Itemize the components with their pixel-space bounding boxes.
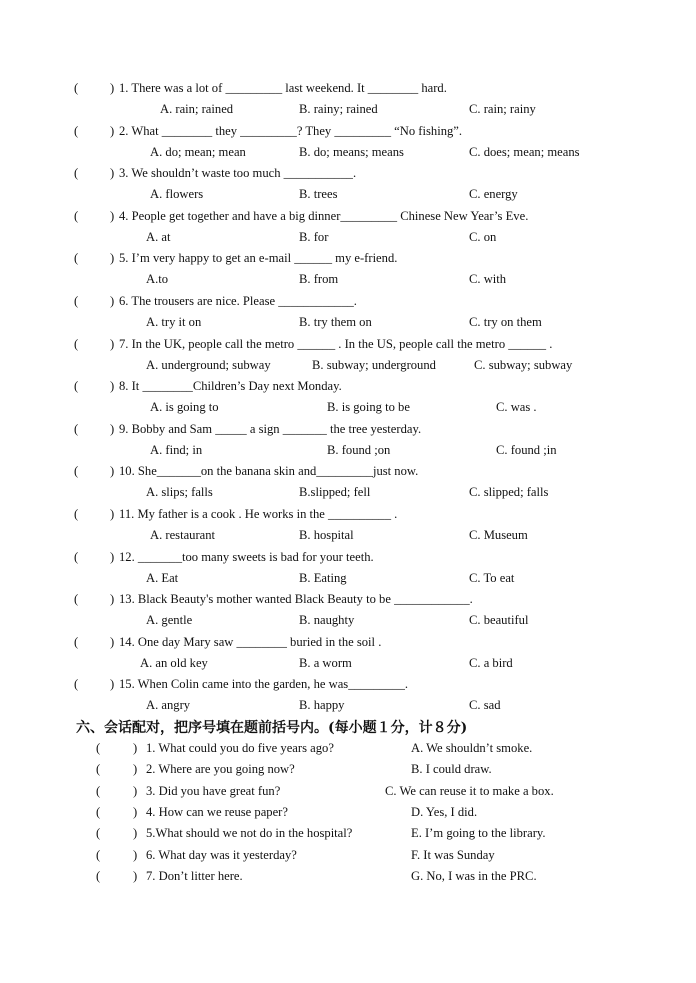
- option-c: C. energy: [469, 187, 518, 202]
- question-number: 3.: [119, 166, 129, 181]
- question-number: 6.: [119, 294, 129, 308]
- question-stem: She_______on the banana skin and_________just now.: [137, 464, 419, 479]
- answer-bracket-open: (: [74, 549, 79, 564]
- question-row: [0, 294, 696, 314]
- option-c: C. sad: [469, 698, 501, 713]
- matching-row: [0, 762, 696, 782]
- matching-question: 3. Did you have great fun?: [146, 783, 281, 798]
- option-b: B. a worm: [299, 655, 352, 670]
- options-row: [0, 571, 696, 591]
- answer-bracket-open: (: [96, 826, 101, 841]
- answer-bracket-open: (: [74, 464, 79, 479]
- question-text: [119, 592, 473, 607]
- question-stem: People get together and have a big dinner_________ Chinese New Year’s Eve.: [131, 208, 529, 223]
- answer-bracket-close: ): [110, 464, 115, 479]
- question-text: [119, 209, 528, 224]
- matching-row: [0, 848, 696, 868]
- option-a: A. gentle: [146, 613, 193, 628]
- question-stem: Black Beauty's mother wanted Black Beauty to be ____________.: [137, 592, 473, 607]
- question-stem: One day Mary saw ________ buried in the soil .: [137, 634, 382, 649]
- question-text: [119, 124, 462, 139]
- option-b: B. hospital: [299, 528, 354, 542]
- option-a: A. angry: [146, 698, 191, 713]
- answer-bracket-close: ): [110, 336, 115, 351]
- options-row: [0, 528, 696, 548]
- answer-bracket-open: (: [74, 592, 79, 607]
- question-number: 1.: [119, 81, 129, 95]
- question-row: [0, 209, 696, 229]
- question-number: 9.: [119, 421, 129, 436]
- option-c: C. on: [469, 229, 497, 244]
- question-number: 8.: [119, 379, 129, 394]
- option-b: B.slipped; fell: [299, 485, 371, 500]
- answer-bracket-close: ): [133, 804, 138, 819]
- question-number: 11.: [119, 507, 135, 521]
- question-stem: _______too many sweets is bad for your teeth.: [137, 549, 374, 564]
- answer-bracket-close: ): [110, 421, 115, 436]
- question-text: [119, 81, 447, 96]
- question-stem: There was a lot of _________ last weekend. It ________ hard.: [131, 81, 447, 95]
- answer-bracket-open: (: [74, 123, 79, 138]
- question-stem: When Colin came into the garden, he was_________.: [137, 677, 409, 692]
- matching-answer: F. It was Sunday: [411, 847, 495, 862]
- option-b: B. happy: [299, 698, 345, 713]
- option-b: B. Eating: [299, 570, 347, 585]
- options-row: [0, 656, 696, 676]
- answer-bracket-open: (: [74, 379, 79, 394]
- question-stem: What ________ they _________? They _________ “No fishing”.: [131, 123, 463, 138]
- answer-bracket-open: (: [74, 634, 79, 649]
- matching-question: 1. What could you do five years ago?: [146, 741, 334, 755]
- answer-bracket-open: (: [74, 81, 79, 95]
- answer-bracket-open: (: [74, 677, 79, 692]
- question-number: 13.: [119, 592, 135, 607]
- option-b: B. from: [299, 272, 339, 287]
- question-stem: It ________Children’s Day next Monday.: [131, 379, 342, 394]
- matching-answer: A. We shouldn’t smoke.: [411, 741, 533, 755]
- answer-bracket-open: (: [74, 336, 79, 351]
- answer-bracket-close: ): [133, 783, 138, 798]
- matching-row: [0, 826, 696, 846]
- answer-bracket-open: (: [96, 868, 101, 883]
- options-row: [0, 272, 696, 292]
- matching-answer: E. I’m going to the library.: [411, 826, 546, 841]
- matching-row: [0, 784, 696, 804]
- option-b: B. try them on: [299, 315, 372, 329]
- answer-bracket-close: ): [110, 251, 115, 266]
- option-c: C. with: [469, 272, 507, 287]
- section-title: 六、会话配对，把序号填在题前括号内。(每小题１分，计８分): [76, 720, 468, 736]
- question-text: [119, 550, 374, 565]
- answer-bracket-close: ): [110, 294, 115, 308]
- option-a: A. flowers: [150, 187, 204, 202]
- question-stem: Bobby and Sam _____ a sign _______ the tree yesterday.: [131, 421, 422, 436]
- option-a: A. try it on: [146, 315, 202, 329]
- option-c: C. does; mean; means: [469, 144, 580, 159]
- matching-question: 4. How can we reuse paper?: [146, 804, 288, 819]
- question-row: [0, 337, 696, 357]
- question-text: [119, 507, 397, 522]
- option-c: C. found ;in: [496, 442, 557, 457]
- question-row: [0, 124, 696, 144]
- option-b: B. for: [299, 229, 329, 244]
- question-row: [0, 635, 696, 655]
- option-c: C. beautiful: [469, 613, 529, 628]
- question-number: 4.: [119, 208, 129, 223]
- question-row: [0, 422, 696, 442]
- option-a: A. Eat: [146, 570, 179, 585]
- answer-bracket-close: ): [133, 847, 138, 862]
- option-a: A. restaurant: [150, 528, 216, 542]
- option-b: B. found ;on: [327, 442, 391, 457]
- option-a: A. do; mean; mean: [150, 144, 246, 159]
- question-row: [0, 379, 696, 399]
- question-row: [0, 550, 696, 570]
- options-row: [0, 443, 696, 463]
- option-c: C. rain; rainy: [469, 102, 536, 116]
- matching-question: 7. Don’t litter here.: [146, 868, 243, 883]
- question-text: [119, 251, 397, 266]
- matching-answer: B. I could draw.: [411, 762, 492, 777]
- answer-bracket-open: (: [74, 421, 79, 436]
- answer-bracket-close: ): [110, 81, 115, 95]
- options-row: [0, 613, 696, 633]
- question-number: 2.: [119, 123, 129, 138]
- answer-bracket-close: ): [110, 634, 115, 649]
- question-row: [0, 507, 696, 527]
- question-number: 14.: [119, 634, 135, 649]
- answer-bracket-open: (: [96, 741, 101, 755]
- option-a: A. find; in: [150, 442, 203, 457]
- option-b: B. do; means; means: [299, 144, 404, 159]
- answer-bracket-close: ): [110, 208, 115, 223]
- option-a: A. is going to: [150, 400, 219, 415]
- option-c: C. try on them: [469, 315, 542, 329]
- matching-row: [0, 805, 696, 825]
- option-c: C. a bird: [469, 655, 513, 670]
- option-c: C. To eat: [469, 570, 515, 585]
- question-text: [119, 379, 342, 394]
- question-stem: I’m very happy to get an e-mail ______ my e-friend.: [131, 251, 398, 266]
- question-text: [119, 166, 356, 181]
- options-row: [0, 102, 696, 122]
- question-number: 7.: [119, 336, 129, 351]
- option-b: B. trees: [299, 187, 338, 202]
- matching-answer: G. No, I was in the PRC.: [411, 868, 537, 883]
- question-number: 15.: [119, 677, 135, 692]
- answer-bracket-close: ): [110, 677, 115, 692]
- question-row: [0, 166, 696, 186]
- answer-bracket-open: (: [74, 251, 79, 266]
- option-c: C. subway; subway: [474, 357, 573, 372]
- options-row: [0, 485, 696, 505]
- options-row: [0, 230, 696, 250]
- question-text: [119, 677, 408, 692]
- question-row: [0, 464, 696, 484]
- matching-question: 2. Where are you going now?: [146, 762, 295, 777]
- question-stem: We shouldn’t waste too much ___________.: [131, 166, 357, 181]
- question-number: 10.: [119, 464, 135, 479]
- question-text: [119, 294, 357, 309]
- matching-question: 5.What should we not do in the hospital?: [146, 826, 353, 841]
- question-row: [0, 592, 696, 612]
- option-a: A.to: [146, 272, 169, 287]
- option-a: A. underground; subway: [146, 357, 271, 372]
- option-b: B. is going to be: [327, 400, 410, 415]
- option-b: B. subway; underground: [312, 357, 436, 372]
- option-a: A. slips; falls: [146, 485, 213, 500]
- option-c: C. Museum: [469, 528, 528, 542]
- option-c: C. was .: [496, 400, 537, 415]
- question-text: [119, 422, 421, 437]
- question-text: [119, 337, 552, 352]
- matching-row: [0, 869, 696, 889]
- answer-bracket-close: ): [110, 592, 115, 607]
- question-stem: In the UK, people call the metro ______ . In the US, people call the metro ______ .: [131, 336, 553, 351]
- answer-bracket-close: ): [133, 868, 138, 883]
- answer-bracket-close: ): [110, 166, 115, 181]
- option-a: A. an old key: [140, 655, 208, 670]
- answer-bracket-close: ): [133, 762, 138, 777]
- options-row: [0, 698, 696, 718]
- question-row: [0, 251, 696, 271]
- options-row: [0, 358, 696, 378]
- answer-bracket-open: (: [96, 762, 101, 777]
- answer-bracket-open: (: [74, 166, 79, 181]
- answer-bracket-open: (: [96, 783, 101, 798]
- option-b: B. naughty: [299, 613, 355, 628]
- question-stem: My father is a cook . He works in the __________ .: [137, 507, 398, 521]
- matching-answer: C. We can reuse it to make a box.: [385, 783, 554, 798]
- question-row: [0, 81, 696, 101]
- question-stem: The trousers are nice. Please ____________.: [131, 294, 357, 308]
- answer-bracket-open: (: [96, 804, 101, 819]
- option-b: B. rainy; rained: [299, 102, 378, 116]
- answer-bracket-close: ): [110, 123, 115, 138]
- answer-bracket-close: ): [110, 549, 115, 564]
- answer-bracket-close: ): [110, 507, 115, 521]
- answer-bracket-close: ): [133, 826, 138, 841]
- answer-bracket-close: ): [133, 741, 138, 755]
- options-row: [0, 400, 696, 420]
- question-text: [119, 464, 418, 479]
- answer-bracket-close: ): [110, 379, 115, 394]
- answer-bracket-open: (: [74, 507, 79, 521]
- matching-answer: D. Yes, I did.: [411, 804, 478, 819]
- question-row: [0, 677, 696, 697]
- option-c: C. slipped; falls: [469, 485, 549, 500]
- options-row: [0, 145, 696, 165]
- question-number: 12.: [119, 549, 135, 564]
- matching-row: [0, 741, 696, 761]
- options-row: [0, 315, 696, 335]
- question-number: 5.: [119, 251, 129, 266]
- matching-question: 6. What day was it yesterday?: [146, 847, 297, 862]
- option-a: A. at: [146, 229, 171, 244]
- answer-bracket-open: (: [74, 294, 79, 308]
- question-text: [119, 635, 381, 650]
- answer-bracket-open: (: [74, 208, 79, 223]
- answer-bracket-open: (: [96, 847, 101, 862]
- options-row: [0, 187, 696, 207]
- option-a: A. rain; rained: [160, 102, 234, 116]
